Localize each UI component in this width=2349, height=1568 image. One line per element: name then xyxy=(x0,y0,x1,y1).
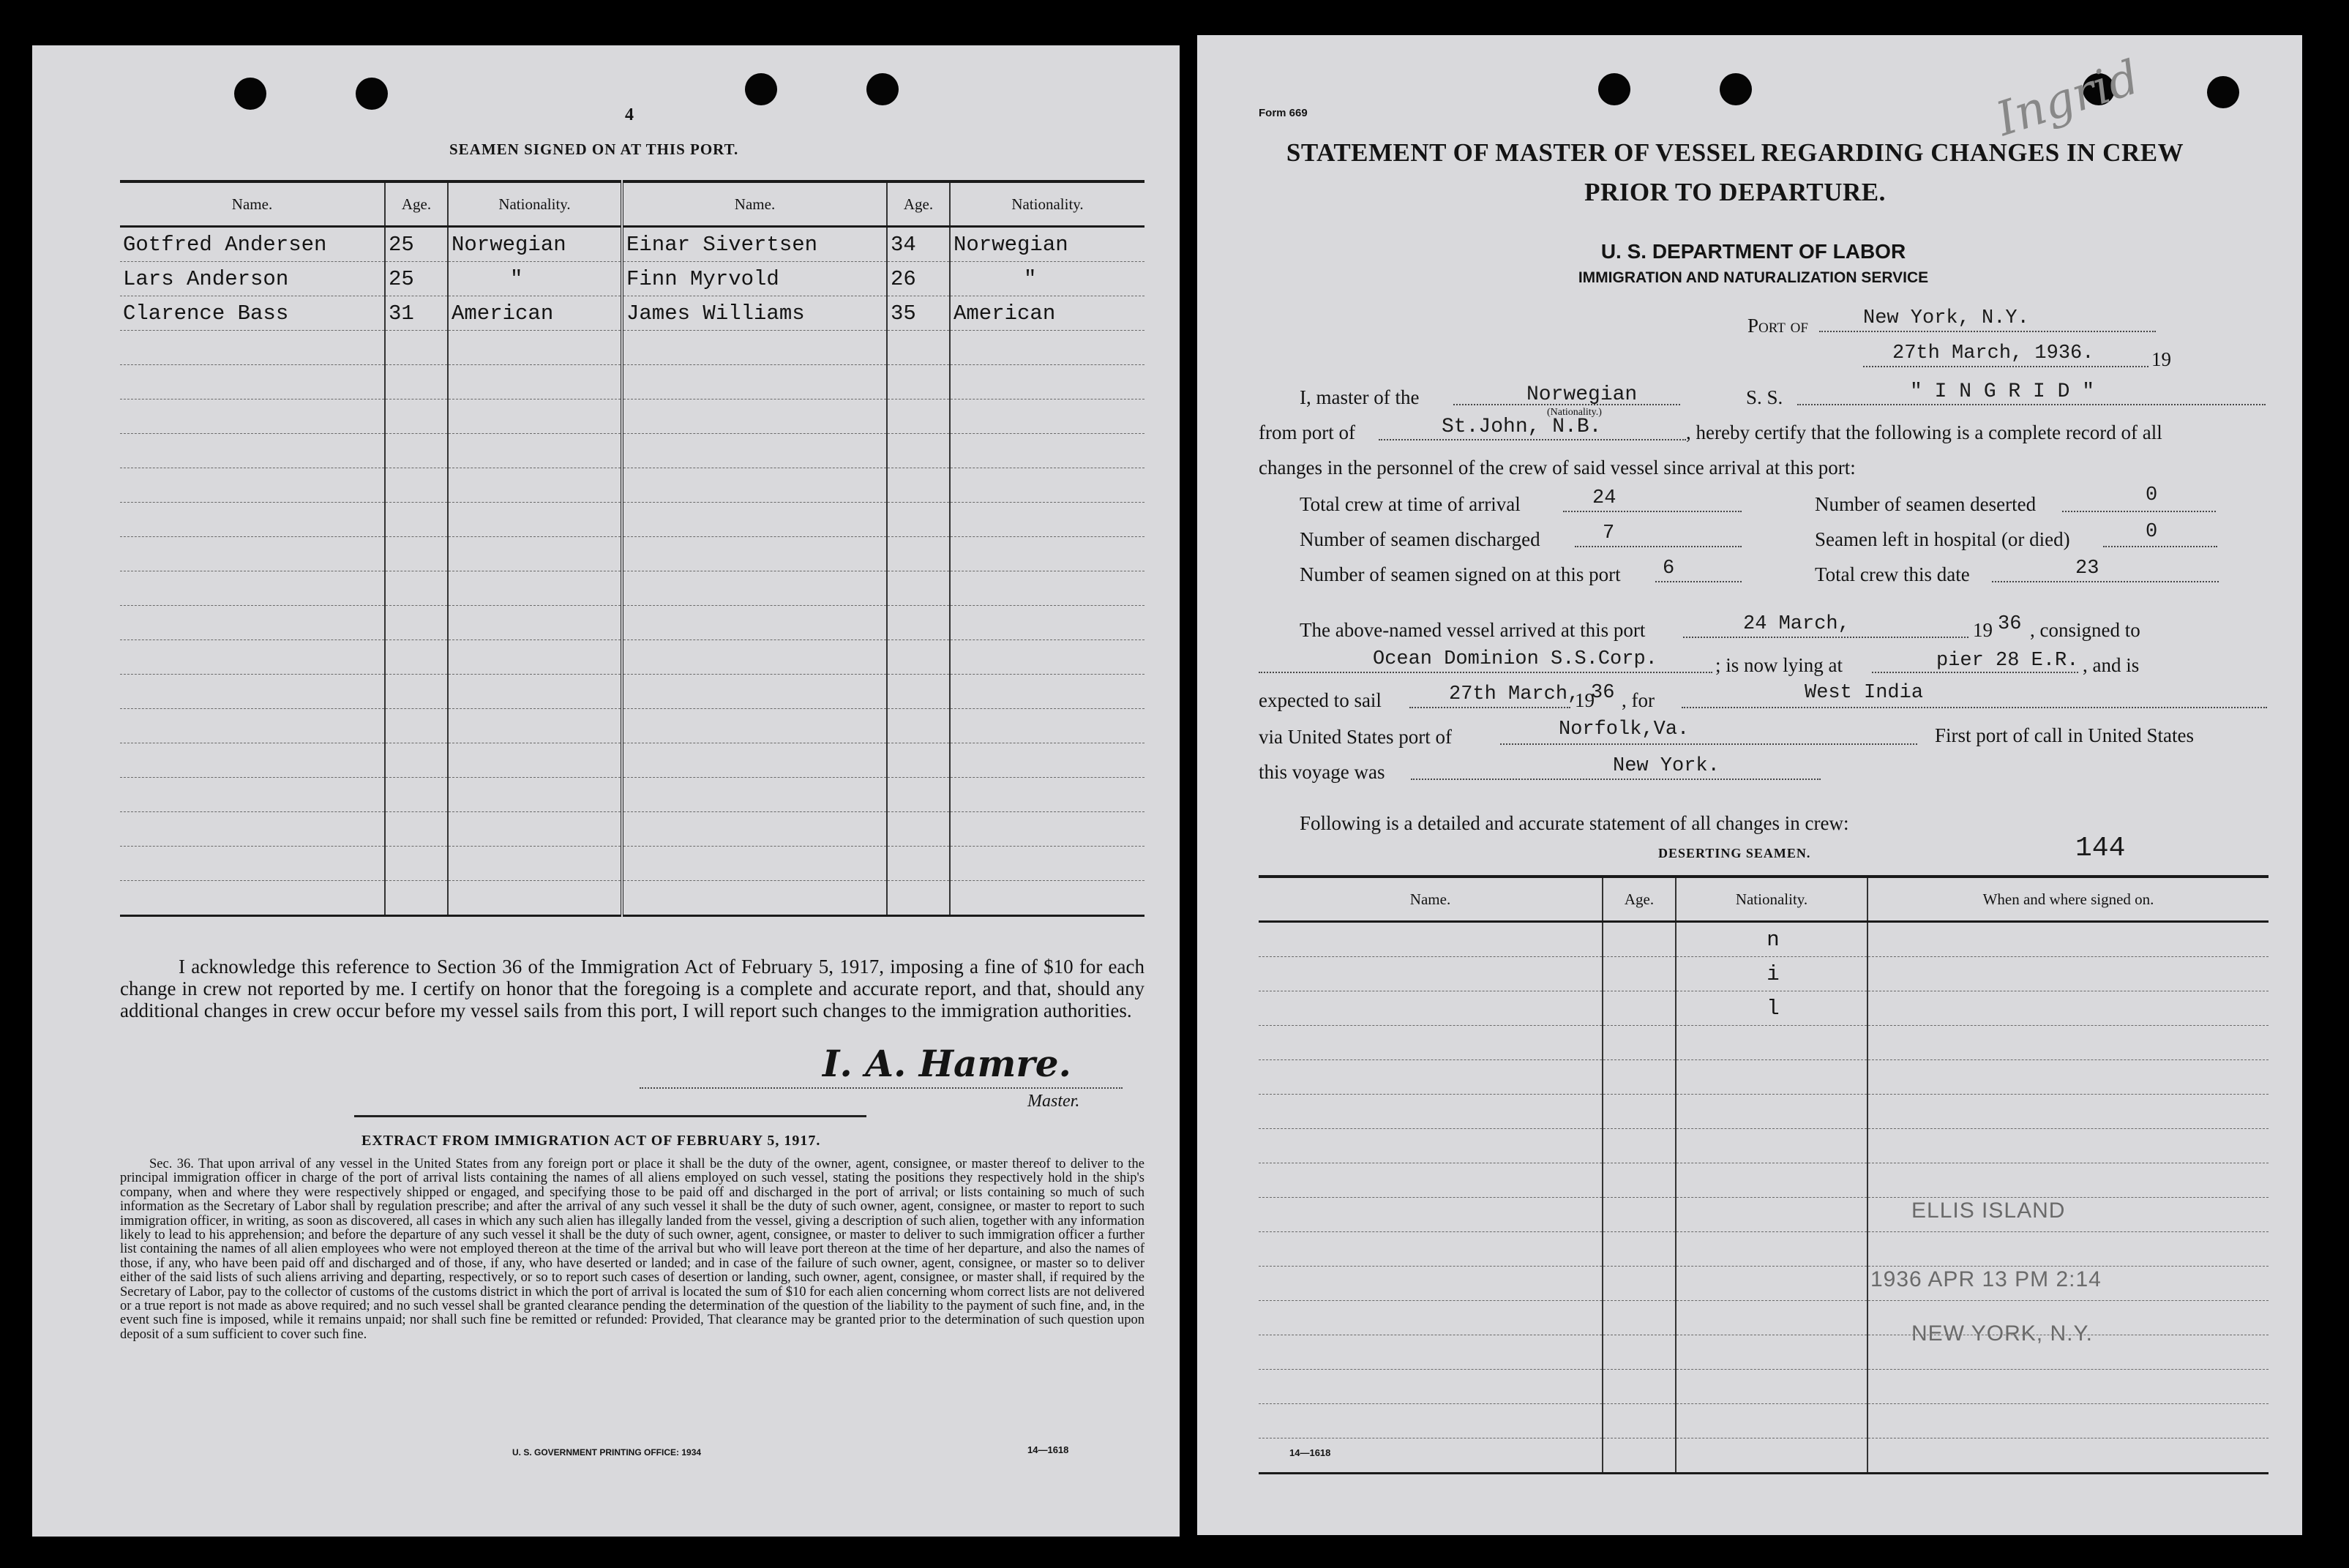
acknowledgement-text: I acknowledge this reference to Section 36 of the Immigration Act of February 5, 1917, imposing a fine of $10 for each change in crew not reported by me. I certify on honor that the foregoing is a complete and accurate report, and that, should any additional changes in crew occur before my vessel sails from this port, I will report such changes to the immigration authorities. xyxy=(120,956,1144,1021)
empty-row xyxy=(1259,1060,2269,1095)
col-header-nationality: Nationality. xyxy=(950,181,1144,227)
via-line xyxy=(1500,743,1917,745)
ss-label: S. S. xyxy=(1746,386,1783,408)
nationality-cell: American xyxy=(448,296,622,331)
form-title-line2: PRIOR TO DEPARTURE. xyxy=(1584,178,1886,206)
expected-label: expected to sail xyxy=(1259,689,1382,711)
arrived-line xyxy=(1683,637,1968,638)
empty-row xyxy=(120,881,1144,916)
arrived-year-value: 36 xyxy=(1998,613,2022,635)
sail-year-value: 36 xyxy=(1591,682,1615,704)
empty-row xyxy=(120,606,1144,640)
from-port-label: from port of xyxy=(1259,421,1355,443)
name-cell: Einar Sivertsen xyxy=(622,227,887,262)
nationality-cell: Norwegian xyxy=(448,227,622,262)
right-page xyxy=(1197,35,2302,1535)
name-cell: James Williams xyxy=(622,296,887,331)
col-header-signed-on: When and where signed on. xyxy=(1867,877,2269,922)
table-row xyxy=(120,296,1144,331)
stamp-line: 1936 APR 13 PM 2:14 xyxy=(1870,1267,2102,1291)
nationality-caption: (Nationality.) xyxy=(1547,407,1602,418)
empty-row xyxy=(120,331,1144,365)
nationality-value: Norwegian xyxy=(1526,383,1638,406)
total-date-line xyxy=(1992,581,2219,582)
pier-value: pier 28 E.R. xyxy=(1936,650,2079,672)
ellis-island-stamp xyxy=(1870,1198,2102,1346)
left-page xyxy=(32,45,1180,1537)
empty-row xyxy=(120,503,1144,537)
col-header-nationality: Nationality. xyxy=(1676,877,1867,922)
signed-on-label: Number of seamen signed on at this port xyxy=(1300,563,1621,585)
empty-row xyxy=(1259,1232,2269,1267)
discharged-label: Number of seamen discharged xyxy=(1300,528,1540,550)
empty-row xyxy=(1259,1163,2269,1198)
form-title xyxy=(1241,133,2229,212)
form-code: 14—1618 xyxy=(1027,1444,1069,1455)
punch-hole xyxy=(356,78,388,110)
empty-row xyxy=(1259,1026,2269,1060)
destination-line xyxy=(1682,707,2267,708)
form-label: Form 669 xyxy=(1259,107,1308,119)
nationality-mark: n xyxy=(1676,922,1867,957)
empty-row xyxy=(1259,1198,2269,1232)
punch-hole xyxy=(745,73,777,105)
total-arrival-value: 24 xyxy=(1592,487,1616,509)
signature-line xyxy=(640,1087,1123,1089)
consigned-label: , consigned to xyxy=(2030,619,2140,641)
nationality-cell: " xyxy=(950,262,1144,296)
pier-line xyxy=(1872,672,2078,673)
empty-row xyxy=(1259,1129,2269,1163)
service-name: IMMIGRATION AND NATURALIZATION SERVICE xyxy=(1578,269,1929,286)
empty-row xyxy=(120,399,1144,434)
age-cell: 31 xyxy=(385,296,448,331)
port-label: Port of xyxy=(1747,315,1808,337)
table-row xyxy=(120,227,1144,262)
age-cell: 25 xyxy=(385,227,448,262)
date-suffix: 19 xyxy=(2151,348,2171,370)
name-cell: Finn Myrvold xyxy=(622,262,887,296)
discharged-line xyxy=(1575,546,1742,547)
date-line xyxy=(1863,366,2148,367)
total-arrival-line xyxy=(1563,511,1742,512)
empty-row xyxy=(120,468,1144,503)
empty-row xyxy=(1259,1370,2269,1404)
age-cell: 25 xyxy=(385,262,448,296)
lying-label: ; is now lying at xyxy=(1715,654,1843,676)
punch-hole xyxy=(866,73,899,105)
arrived-year-prefix: 19 xyxy=(1973,619,1993,641)
port-line xyxy=(1819,331,2156,332)
deserting-seamen-table xyxy=(1259,875,2269,1474)
deserting-count: 144 xyxy=(2075,833,2126,864)
master-of-label: I, master of the xyxy=(1300,386,1420,408)
deserted-value: 0 xyxy=(2146,484,2158,506)
col-header-age: Age. xyxy=(385,181,448,227)
col-header-nationality: Nationality. xyxy=(448,181,622,227)
vessel-value: " I N G R I D " xyxy=(1910,380,2095,403)
nationality-cell: American xyxy=(950,296,1144,331)
col-header-age: Age. xyxy=(1603,877,1676,922)
page-number: 4 xyxy=(625,105,634,124)
col-header-age: Age. xyxy=(887,181,950,227)
sail-line xyxy=(1409,707,1570,708)
seamen-signed-table xyxy=(120,180,1144,917)
hospital-label: Seamen left in hospital (or died) xyxy=(1815,528,2070,550)
table-row xyxy=(1259,991,2269,1026)
empty-row xyxy=(1259,1267,2269,1301)
for-label: , for xyxy=(1622,689,1655,711)
empty-row xyxy=(1259,1404,2269,1438)
table-row xyxy=(1259,922,2269,957)
punch-hole xyxy=(2207,76,2239,108)
empty-row xyxy=(1259,1335,2269,1370)
hospital-value: 0 xyxy=(2146,521,2158,543)
margin-note: Ingrid xyxy=(1990,50,2146,148)
total-date-label: Total crew this date xyxy=(1815,563,1970,585)
following-text: Following is a detailed and accurate statement of all changes in crew: xyxy=(1300,812,1849,834)
via-value: Norfolk,Va. xyxy=(1559,719,1690,740)
empty-row xyxy=(1259,1438,2269,1474)
empty-row xyxy=(1259,1301,2269,1335)
statute-text: Sec. 36. That upon arrival of any vessel in the United States from any foreign port or place it shall be the duty of the owner, agent, consignee, or master thereof to deliver to the principal immigration officer in charge of the port of arrival lists containing the names of all aliens employed on such vessel, stating the positions they respectively hold in the ship's company, when and where they were respectively shipped or engaged, and specifying those to be paid off and discharged in the port of arrival; or lists containing so much of such information as the Secretary of Labor shall by regulation prescribe; and after the arrival of any such vessel it shall be the duty of such owner, agent, consignee, or master to report to such immigration officer, in writing, as soon as discovered, all cases in which any such alien has illegally landed from the vessel, giving a description of such alien, together with any information likely to lead to his apprehension; and before the departure of any such vessel it shall be the duty of such owner, agent, consignee, or master to deliver to such immigration officer a further list containing the names of all alien employees who were not employed thereon at the time of the arrival but who will leave port thereon at the time of her departure, and also the names of those, if any, who have been paid off and discharged and of those, if any, who have deserted or landed; and in case of the failure of such owner, agent, consignee, or master so to deliver either of the said lists of such aliens arriving and departing, respectively, or so to report such cases of desertion or landing, such owner, agent, consignee, or master shall, if required by the Secretary of Labor, pay to the collector of customs of the customs district in which the port of arrival is located the sum of $10 for each alien concerning whom correct lists are not delivered or a true report is not made as above required; and no such vessel shall be granted clearance pending the determination of the question of the liability to the payment of such fine, and, in the event such fine is imposed, while it remains unpaid; nor shall such fine be remitted or refunded: Provided, That clearance may be granted prior to the determination of such question upon deposit of a sum sufficient to cover such fine. xyxy=(120,1157,1144,1342)
consignee-value: Ocean Dominion S.S.Corp. xyxy=(1373,648,1657,670)
voyage-label: this voyage was xyxy=(1259,761,1385,783)
stamp-line: ELLIS ISLAND xyxy=(1911,1198,2066,1223)
sail-year-prefix: 19 xyxy=(1575,689,1595,711)
sail-value: 27th March, xyxy=(1449,683,1580,705)
punch-hole xyxy=(1598,73,1630,105)
empty-row xyxy=(120,743,1144,778)
total-arrival-label: Total crew at time of arrival xyxy=(1300,493,1521,515)
empty-row xyxy=(120,709,1144,743)
port-value: New York, N.Y. xyxy=(1863,307,2029,329)
col-header-name: Name. xyxy=(1259,877,1603,922)
nationality-mark: l xyxy=(1676,991,1867,1026)
via-label: via United States port of xyxy=(1259,726,1452,748)
vessel-line xyxy=(1797,404,2266,405)
deserting-title: DESERTING SEAMEN. xyxy=(1658,846,1811,860)
first-port-label: First port of call in United States xyxy=(1935,724,2194,746)
nationality-mark: i xyxy=(1676,957,1867,991)
nationality-cell: " xyxy=(448,262,622,296)
empty-row xyxy=(120,812,1144,847)
empty-row xyxy=(120,571,1144,606)
stamp-line: NEW YORK, N.Y. xyxy=(1911,1321,2093,1346)
deserted-label: Number of seamen deserted xyxy=(1815,493,2037,515)
arrived-value: 24 March, xyxy=(1743,613,1850,635)
from-port-value: St.John, N.B. xyxy=(1442,416,1602,438)
empty-row xyxy=(120,537,1144,571)
table-header-row xyxy=(120,181,1144,227)
empty-row xyxy=(120,675,1144,709)
punch-hole xyxy=(1720,73,1752,105)
changes-text: changes in the personnel of the crew of said vessel since arrival at this port: xyxy=(1259,457,1856,479)
master-signature: I. A. Hamre. xyxy=(823,1042,1071,1085)
divider xyxy=(354,1115,866,1117)
nationality-cell: Norwegian xyxy=(950,227,1144,262)
table-row xyxy=(1259,957,2269,991)
hospital-line xyxy=(2103,546,2217,547)
table-row xyxy=(120,262,1144,296)
col-header-name: Name. xyxy=(120,181,385,227)
age-cell: 34 xyxy=(887,227,950,262)
date-value: 27th March, 1936. xyxy=(1892,342,2094,364)
age-cell: 26 xyxy=(887,262,950,296)
signed-on-line xyxy=(1655,581,1742,582)
voyage-line xyxy=(1411,779,1821,780)
name-cell: Gotfred Andersen xyxy=(120,227,385,262)
deserted-line xyxy=(2062,511,2216,512)
empty-row xyxy=(1259,1095,2269,1129)
empty-row xyxy=(120,365,1144,399)
empty-row xyxy=(120,640,1144,675)
punch-hole xyxy=(234,78,266,110)
signed-on-value: 6 xyxy=(1663,558,1675,579)
extract-title: EXTRACT FROM IMMIGRATION ACT OF FEBRUARY 5, 1917. xyxy=(361,1133,821,1149)
destination-value: West India xyxy=(1805,682,1924,704)
voyage-value: New York. xyxy=(1613,755,1720,777)
age-cell: 35 xyxy=(887,296,950,331)
from-port-line xyxy=(1379,439,1686,440)
total-date-value: 23 xyxy=(2075,558,2099,579)
name-cell: Lars Anderson xyxy=(120,262,385,296)
empty-row xyxy=(120,778,1144,812)
name-cell: Clarence Bass xyxy=(120,296,385,331)
consignee-line xyxy=(1259,672,1712,673)
empty-row xyxy=(120,434,1144,468)
form-code: 14—1618 xyxy=(1289,1447,1331,1458)
department-name: U. S. DEPARTMENT OF LABOR xyxy=(1600,240,1906,263)
table-header-row xyxy=(1259,877,2269,922)
col-header-name: Name. xyxy=(622,181,887,227)
section-title: SEAMEN SIGNED ON AT THIS PORT. xyxy=(449,140,739,158)
master-label: Master. xyxy=(1027,1092,1080,1111)
certify-text: , hereby certify that the following is a complete record of all xyxy=(1686,421,2162,443)
and-is-label: , and is xyxy=(2083,654,2140,676)
discharged-value: 7 xyxy=(1603,522,1615,544)
printer-line: U. S. GOVERNMENT PRINTING OFFICE: 1934 xyxy=(512,1447,702,1458)
arrived-label: The above-named vessel arrived at this port xyxy=(1300,619,1646,641)
form-title-line1: STATEMENT OF MASTER OF VESSEL REGARDING CHANGES IN CREW xyxy=(1286,138,2184,167)
empty-row xyxy=(120,847,1144,881)
